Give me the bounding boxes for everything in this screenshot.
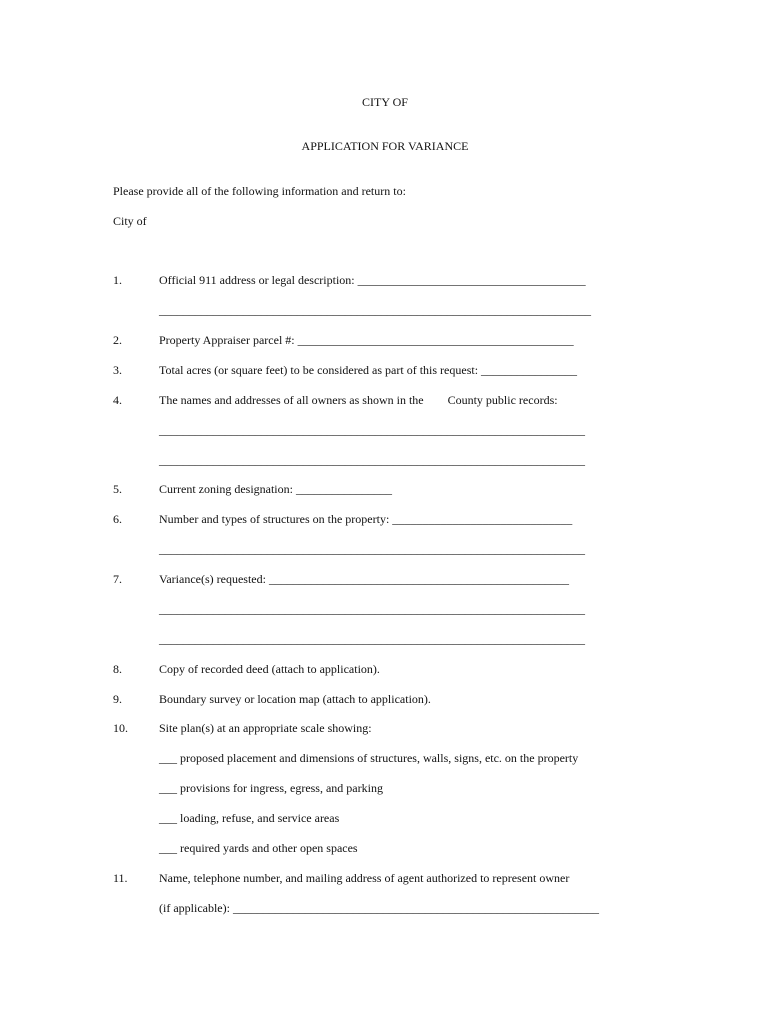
- return-to-city: City of: [113, 214, 147, 228]
- item-number: 7.: [113, 572, 122, 586]
- item-number: 3.: [113, 363, 122, 377]
- item-variance-line[interactable]: _______________________________________________________________________: [159, 602, 585, 616]
- item-number: 1.: [113, 273, 122, 287]
- checklist-item-placement[interactable]: ___ proposed placement and dimensions of structures, walls, signs, etc. on the property: [159, 751, 579, 765]
- item-number: 10.: [113, 721, 128, 735]
- item-address-continuation-line[interactable]: ________________________________________________________________________: [159, 303, 591, 317]
- item-structures-field[interactable]: Number and types of structures on the property: ______________________________: [159, 512, 573, 526]
- item-zoning-field[interactable]: Current zoning designation: ________________: [159, 482, 392, 496]
- item-number: 6.: [113, 512, 122, 526]
- item-number: 2.: [113, 333, 122, 347]
- item-agent-field[interactable]: (if applicable): _____________________________________________________________: [159, 901, 599, 915]
- item-owners-line[interactable]: _______________________________________________________________________: [159, 453, 585, 467]
- item-number: 4.: [113, 393, 122, 407]
- item-owners-line[interactable]: _______________________________________________________________________: [159, 423, 585, 437]
- item-number: 5.: [113, 482, 122, 496]
- item-variance-field[interactable]: Variance(s) requested: __________________________________________________: [159, 572, 569, 586]
- page-title: APPLICATION FOR VARIANCE: [301, 139, 469, 153]
- item-number: 11.: [113, 871, 128, 885]
- checklist-item-yards[interactable]: ___ required yards and other open spaces: [159, 841, 358, 855]
- instructions-text: Please provide all of the following information and return to:: [113, 184, 406, 198]
- item-owners-label: The names and addresses of all owners as shown in the County public records:: [159, 393, 558, 407]
- item-parcel-field[interactable]: Property Appraiser parcel #: ______________________________________________: [159, 333, 574, 347]
- item-address-field[interactable]: Official 911 address or legal description: ______________________________________: [159, 273, 586, 287]
- checklist-item-loading[interactable]: ___ loading, refuse, and service areas: [159, 811, 340, 825]
- city-heading: CITY OF: [362, 95, 408, 109]
- item-structures-line[interactable]: _______________________________________________________________________: [159, 542, 585, 556]
- item-deed-text: Copy of recorded deed (attach to application).: [159, 662, 380, 676]
- item-number: 9.: [113, 692, 122, 706]
- item-variance-line[interactable]: _______________________________________________________________________: [159, 632, 585, 646]
- item-site-plan-text: Site plan(s) at an appropriate scale showing:: [159, 721, 372, 735]
- item-agent-label: Name, telephone number, and mailing address of agent authorized to represent owner: [159, 871, 570, 885]
- item-acres-field[interactable]: Total acres (or square feet) to be considered as part of this request: ________________: [159, 363, 578, 377]
- item-survey-text: Boundary survey or location map (attach to application).: [159, 692, 431, 706]
- checklist-item-ingress[interactable]: ___ provisions for ingress, egress, and parking: [159, 781, 383, 795]
- item-number: 8.: [113, 662, 122, 676]
